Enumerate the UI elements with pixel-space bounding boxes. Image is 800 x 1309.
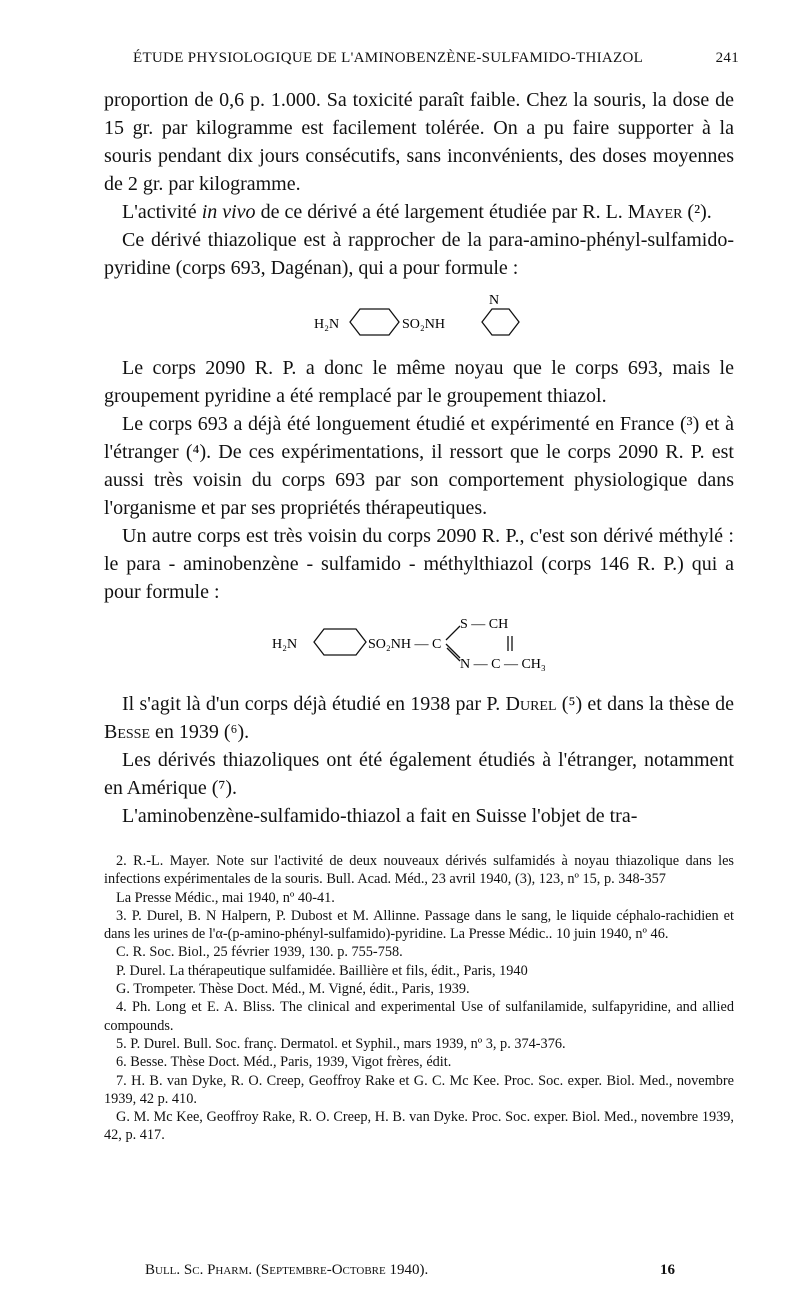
pyridine-ring: [482, 309, 519, 335]
footnote-5: 5. P. Durel. Bull. Soc. franç. Dermatol. et Syphil., mars 1939, nº 3, p. 374-376.: [116, 1035, 566, 1052]
running-title: ÉTUDE PHYSIOLOGIQUE DE L'AMINOBENZÈNE-SULFAMIDO-THIAZOL: [133, 50, 644, 66]
paragraph-2: L'activité in vivo de ce dérivé a été largement étudiée par R. L. Mayer (²).: [122, 201, 712, 223]
paragraph-7: Il s'agit là d'un corps déjà étudié en 1938 par P. Durel (⁵) et dans la thèse de Besse en 1939 (⁶).: [104, 693, 734, 743]
footnote-2b: La Presse Médic., mai 1940, nº 40-41.: [116, 889, 335, 906]
formula-2-middle: SO₂NH — C: [368, 637, 442, 652]
benzene-ring-2: [314, 629, 366, 655]
journal-reference: Bull. Sc. Pharm. (Septembre-Octobre 1940).: [145, 1262, 429, 1278]
formula-1-structure: [104, 282, 734, 354]
paragraph-3: Ce dérivé thiazolique est à rapprocher de la para-amino-phényl-sulfamido-pyridine (corps 693, Dagénan), qui a pour formule :: [104, 229, 734, 279]
main-text: [104, 86, 734, 830]
formula-2-left: H₂N: [272, 637, 298, 652]
footnote-3: 3. P. Durel, B. N Halpern, P. Dubost et M. Allinne. Passage dans le sang, le liquide céphalo-rachidien et dans les urines de l'α-(p-amino-phényl-sulfamido)-pyridine. La Presse Médic.. 10 juin 1940, nº 46.: [104, 907, 734, 943]
paragraph-6: Un autre corps est très voisin du corps 2090 R. P., c'est son dérivé méthylé : le para - aminobenzène - sulfamido - méthylthiazol (corps 146 R. P.) qui a pour formule :: [104, 525, 734, 603]
formula-2-nitrogen: N — C — CH₃: [460, 657, 546, 672]
footnote-2: 2. R.-L. Mayer. Note sur l'activité de deux nouveaux dérivés sulfamidés à noyau thiazolique dans les infections expérimentales de la souris. Bull. Acad. Méd., 23 avril 1940, (3), 123, nº 15, p. 348-357: [104, 853, 734, 888]
benzene-ring: [350, 309, 399, 335]
author-mayer: Mayer: [627, 201, 683, 223]
formula-2-sulfur: S — CH: [460, 617, 509, 632]
formula-1-middle: SO₂NH: [402, 317, 445, 332]
signature-number: 16: [660, 1262, 675, 1278]
paragraph-8: Les dérivés thiazoliques ont été également étudiés à l'étranger, notamment en Amérique (⁷).: [104, 749, 734, 799]
footnote-6: 6. Besse. Thèse Doct. Méd., Paris, 1939, Vigot frères, édit.: [116, 1054, 452, 1071]
bond-c-s: [446, 626, 460, 640]
paragraph-5: Le corps 693 a déjà été longuement étudié et expérimenté en France (³) et à l'étranger (⁴). De ces expérimentations, il ressort que le corps 2090 R. P. est aussi très voisin du corps 693 par son comportement physiologique dans l'organisme et par ses propriétés thérapeutiques.: [104, 413, 734, 519]
formula-methylthiazol: [104, 606, 734, 690]
bond-c-n: [446, 644, 460, 658]
footnotes: [104, 852, 734, 1145]
footnote-4: 4. Ph. Long et E. A. Bliss. The clinical and experimental Use of sulfanilamide, sulfapyridine, and allied compounds.: [104, 999, 734, 1034]
formula-2-structure: [104, 606, 734, 690]
author-besse: Besse: [104, 721, 151, 743]
page-number: 241: [715, 50, 739, 66]
paragraph-4: Le corps 2090 R. P. a donc le même noyau que le corps 693, mais le groupement pyridine a été remplacé par le groupement thiazol.: [104, 357, 734, 407]
formula-1-left: H₂N: [314, 317, 340, 332]
footnote-3b: C. R. Soc. Biol., 25 février 1939, 130. p. 755-758.: [116, 944, 403, 961]
paragraph-9: L'aminobenzène-sulfamido-thiazol a fait en Suisse l'objet de tra-: [122, 805, 638, 827]
author-durel: Durel: [505, 693, 557, 715]
footnote-3d: G. Trompeter. Thèse Doct. Méd., M. Vigné, édit., Paris, 1939.: [116, 981, 470, 998]
bond-c-n-double: [447, 648, 460, 661]
footnote-7: 7. H. B. van Dyke, R. O. Creep, Geoffroy Rake et G. C. Mc Kee. Proc. Soc. exper. Biol. Med., novembre 1939, 42 p. 410.: [104, 1072, 734, 1107]
formula-1-nitrogen: N: [489, 293, 500, 308]
footnote-3c: P. Durel. La thérapeutique sulfamidée. Baillière et fils, édit., Paris, 1940: [116, 962, 528, 979]
paragraph-1: proportion de 0,6 p. 1.000. Sa toxicité paraît faible. Chez la souris, la dose de 15 gr. par kilogramme est facilement tolérée. On a pu faire supporter à la souris pendant dix jours consécutifs, sans inconvénients, des doses moyennes de 2 gr. par kilogramme.: [104, 89, 734, 195]
footnote-7b: G. M. Mc Kee, Geoffroy Rake, R. O. Creep, H. B. van Dyke. Proc. Soc. exper. Biol. Med., novembre 1939, 42, p. 417.: [104, 1109, 734, 1144]
formula-sulfapyridine: [104, 282, 734, 354]
